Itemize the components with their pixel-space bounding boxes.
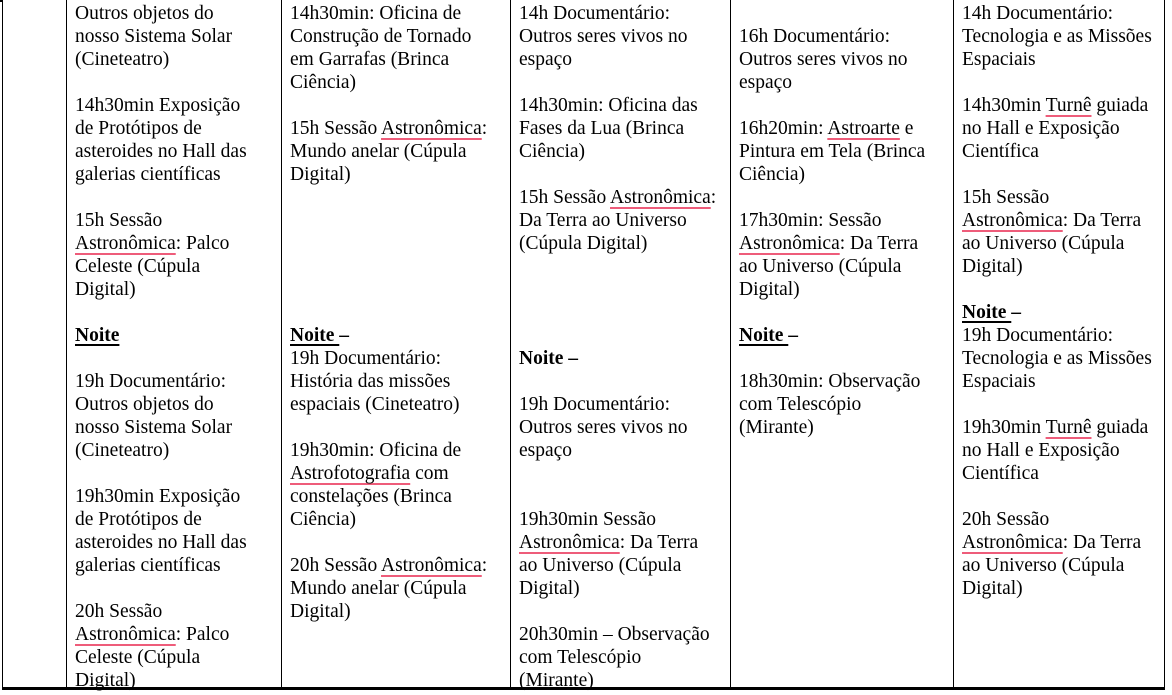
- text-segment: 16h20min:: [739, 118, 828, 139]
- text-line: [519, 347, 726, 370]
- blank-line: [75, 71, 277, 94]
- blank-line: [75, 301, 277, 324]
- text-segment: em Garrafas (Brinca: [290, 49, 450, 70]
- text-line: [739, 140, 949, 163]
- text-line: [75, 485, 277, 508]
- text-segment: : Da Terra: [1062, 532, 1142, 553]
- schedule-table: [2, 0, 1165, 690]
- text-segment: Digital): [290, 601, 351, 622]
- text-line: [519, 669, 726, 692]
- blank-line: [739, 347, 949, 370]
- text-segment: guiada: [1091, 417, 1149, 438]
- text-segment: (Cúpula Digital): [519, 233, 648, 254]
- blank-line: [519, 370, 726, 393]
- spellcheck-underlined-word: Astronômica: [381, 118, 482, 139]
- text-segment: –: [1011, 302, 1022, 323]
- text-line: [519, 48, 726, 71]
- text-segment: 17h30min: Sessão: [739, 210, 882, 231]
- text-segment: 14h30min: [962, 95, 1046, 116]
- text-line: [739, 232, 949, 255]
- blank-line: [519, 462, 726, 485]
- text-segment: Digital): [739, 279, 800, 300]
- text-segment: :: [481, 555, 488, 576]
- text-segment: nosso Sistema Solar: [75, 26, 233, 47]
- text-line: [739, 255, 949, 278]
- text-line: [962, 186, 1161, 209]
- text-line: [962, 140, 1161, 163]
- text-segment: 15h Sessão: [75, 210, 163, 231]
- text-line: [75, 209, 277, 232]
- text-segment: Científica: [962, 463, 1039, 484]
- text-line: [739, 209, 949, 232]
- text-segment: Ciência): [519, 141, 586, 162]
- text-line: [962, 508, 1161, 531]
- text-segment: com: [410, 463, 449, 484]
- text-line: [519, 439, 726, 462]
- text-line: [739, 117, 949, 140]
- text-segment: : Da Terra: [839, 233, 919, 254]
- text-segment: Outros seres vivos no: [519, 26, 688, 47]
- spellcheck-underlined-word: Astronômica: [519, 532, 620, 553]
- text-segment: com Telescópio: [739, 394, 862, 415]
- text-line: [519, 232, 726, 255]
- text-line: [75, 140, 277, 163]
- table-cell-6: [953, 0, 1165, 687]
- text-segment: Outros objetos do: [75, 3, 214, 24]
- spellcheck-underlined-word: Astronômica: [610, 187, 711, 208]
- table-cell-2: [66, 0, 281, 691]
- blank-line: [739, 2, 949, 25]
- heading-underlined-word: Noite: [962, 302, 1012, 323]
- text-segment: 20h30min – Observação: [519, 624, 710, 645]
- blank-line: [290, 232, 506, 255]
- text-segment: nosso Sistema Solar: [75, 417, 233, 438]
- text-line: [75, 255, 277, 278]
- text-segment: Pintura em Tela (Brinca: [739, 141, 926, 162]
- text-segment: espaço: [739, 72, 793, 93]
- text-segment: de Protótipos de: [75, 509, 202, 530]
- text-line: [962, 209, 1161, 232]
- text-segment: asteroides no Hall das: [75, 532, 247, 553]
- text-line: [962, 554, 1161, 577]
- text-line: [75, 25, 277, 48]
- blank-line: [519, 324, 726, 347]
- text-line: [739, 48, 949, 71]
- text-line: [75, 393, 277, 416]
- text-segment: 20h Sessão: [290, 555, 382, 576]
- blank-line: [962, 163, 1161, 186]
- text-line: [75, 531, 277, 554]
- text-line: [75, 94, 277, 117]
- text-segment: ao Universo (Cúpula: [962, 233, 1125, 254]
- blank-line: [290, 94, 506, 117]
- text-line: [75, 646, 277, 669]
- text-segment: 19h Documentário:: [519, 394, 671, 415]
- text-segment: (Mirante): [739, 417, 814, 438]
- text-line: [290, 439, 506, 462]
- text-segment: Construção de Tornado: [290, 26, 472, 47]
- blank-line: [519, 600, 726, 623]
- text-segment: : Palco: [175, 233, 230, 254]
- text-segment: (Cineteatro): [75, 440, 170, 461]
- blank-line: [290, 416, 506, 439]
- text-line: [290, 600, 506, 623]
- text-line: [290, 48, 506, 71]
- text-line: [290, 347, 506, 370]
- text-segment: 14h30min: Oficina de: [290, 3, 462, 24]
- blank-line: [739, 301, 949, 324]
- text-line: [962, 370, 1161, 393]
- text-line: [519, 25, 726, 48]
- text-line: [962, 301, 1161, 324]
- text-line: [75, 416, 277, 439]
- text-line: [290, 25, 506, 48]
- text-line: [962, 347, 1161, 370]
- text-line: [739, 71, 949, 94]
- text-line: [962, 416, 1161, 439]
- blank-line: [962, 278, 1161, 301]
- table-cell-4: [510, 0, 730, 691]
- text-line: [290, 117, 506, 140]
- text-segment: Digital): [962, 256, 1023, 277]
- text-line: [519, 393, 726, 416]
- text-segment: 18h30min: Observação: [739, 371, 921, 392]
- text-line: [290, 324, 506, 347]
- text-segment: –: [788, 325, 799, 346]
- text-line: [290, 163, 506, 186]
- text-segment: 15h Sessão: [290, 118, 382, 139]
- text-line: [739, 370, 949, 393]
- text-line: [962, 255, 1161, 278]
- text-segment: 15h Sessão: [962, 187, 1050, 208]
- table-cell-1: [2, 0, 66, 687]
- text-line: [519, 646, 726, 669]
- text-line: [75, 669, 277, 692]
- text-line: [290, 554, 506, 577]
- spellcheck-underlined-word: Astronômica: [381, 555, 482, 576]
- blank-line: [290, 531, 506, 554]
- blank-line: [519, 255, 726, 278]
- blank-line: [75, 186, 277, 209]
- text-line: [519, 554, 726, 577]
- text-segment: guiada: [1091, 95, 1149, 116]
- text-line: [519, 577, 726, 600]
- text-line: [75, 600, 277, 623]
- text-segment: com Telescópio: [519, 647, 642, 668]
- text-line: [962, 577, 1161, 600]
- spellcheck-underlined-word: Astronômica: [75, 233, 176, 254]
- text-segment: no Hall e Exposição: [962, 118, 1120, 139]
- spellcheck-underlined-word: Astronômica: [75, 624, 176, 645]
- text-segment: galerias científicas: [75, 555, 221, 576]
- spellcheck-underlined-word: Astrofotografia: [290, 463, 411, 484]
- text-line: [962, 462, 1161, 485]
- text-line: [962, 117, 1161, 140]
- text-segment: Espaciais: [962, 49, 1036, 70]
- blank-line: [290, 209, 506, 232]
- text-segment: 19h30min: [962, 417, 1046, 438]
- text-line: [519, 623, 726, 646]
- blank-line: [739, 186, 949, 209]
- text-line: [75, 508, 277, 531]
- text-segment: ao Universo (Cúpula: [519, 555, 682, 576]
- text-segment: Tecnologia e as Missões: [962, 348, 1152, 369]
- text-segment: : Da Terra: [1062, 210, 1142, 231]
- text-segment: galerias científicas: [75, 164, 221, 185]
- text-line: [519, 186, 726, 209]
- text-segment: (Cineteatro): [75, 49, 170, 70]
- text-segment: : Palco: [175, 624, 230, 645]
- text-segment: espaço: [519, 49, 573, 70]
- blank-line: [962, 71, 1161, 94]
- blank-line: [290, 301, 506, 324]
- text-line: [739, 324, 949, 347]
- text-segment: 14h Documentário:: [962, 3, 1114, 24]
- text-line: [962, 25, 1161, 48]
- text-line: [75, 554, 277, 577]
- blank-line: [962, 485, 1161, 508]
- text-segment: : Da Terra: [619, 532, 699, 553]
- blank-line: [962, 393, 1161, 416]
- text-segment: espaciais (Cineteatro): [290, 394, 460, 415]
- text-line: [519, 508, 726, 531]
- text-segment: Ciência): [290, 72, 357, 93]
- blank-line: [519, 485, 726, 508]
- text-segment: 19h30min Sessão: [519, 509, 657, 530]
- blank-line: [739, 94, 949, 117]
- blank-line: [75, 577, 277, 600]
- text-line: [75, 278, 277, 301]
- text-segment: Ciência): [739, 164, 806, 185]
- text-segment: Celeste (Cúpula: [75, 256, 201, 277]
- blank-line: [519, 71, 726, 94]
- text-line: [739, 416, 949, 439]
- text-line: [519, 209, 726, 232]
- text-segment: Noite –: [519, 348, 579, 369]
- heading-underlined-word: Noite: [290, 325, 340, 346]
- text-segment: 19h30min: Oficina de: [290, 440, 462, 461]
- text-line: [962, 2, 1161, 25]
- text-segment: constelações (Brinca: [290, 486, 452, 507]
- text-line: [519, 94, 726, 117]
- text-line: [290, 370, 506, 393]
- text-line: [75, 2, 277, 25]
- text-segment: :: [710, 187, 717, 208]
- text-line: [290, 508, 506, 531]
- text-line: [75, 163, 277, 186]
- blank-line: [519, 278, 726, 301]
- text-line: [290, 393, 506, 416]
- text-segment: 15h Sessão: [519, 187, 611, 208]
- text-segment: 14h Documentário:: [519, 3, 671, 24]
- text-line: [75, 324, 277, 347]
- spellcheck-underlined-word: Turnê: [1045, 95, 1092, 116]
- text-line: [739, 163, 949, 186]
- text-segment: Espaciais: [962, 371, 1036, 392]
- text-segment: 19h Documentário:: [290, 348, 442, 369]
- text-segment: espaço: [519, 440, 573, 461]
- text-segment: –: [339, 325, 350, 346]
- text-segment: 16h Documentário:: [739, 26, 891, 47]
- blank-line: [290, 278, 506, 301]
- text-segment: Fases da Lua (Brinca: [519, 118, 685, 139]
- text-segment: Digital): [962, 578, 1023, 599]
- text-segment: Outros seres vivos no: [519, 417, 688, 438]
- text-segment: Outros objetos do: [75, 394, 214, 415]
- blank-line: [290, 255, 506, 278]
- text-line: [962, 48, 1161, 71]
- text-segment: Digital): [290, 164, 351, 185]
- text-line: [519, 416, 726, 439]
- text-line: [519, 531, 726, 554]
- spellcheck-underlined-word: Turnê: [1045, 417, 1092, 438]
- blank-line: [290, 186, 506, 209]
- text-line: [962, 324, 1161, 347]
- text-line: [75, 117, 277, 140]
- text-line: [519, 2, 726, 25]
- text-segment: :: [481, 118, 488, 139]
- spellcheck-underlined-word: Astronômica: [962, 532, 1063, 553]
- text-line: [739, 278, 949, 301]
- table-cell-5: [730, 0, 953, 687]
- text-line: [739, 25, 949, 48]
- text-segment: Tecnologia e as Missões: [962, 26, 1152, 47]
- text-segment: de Protótipos de: [75, 118, 202, 139]
- text-line: [519, 117, 726, 140]
- blank-line: [519, 163, 726, 186]
- text-segment: Digital): [519, 578, 580, 599]
- text-segment: (Mirante): [519, 670, 594, 691]
- text-segment: 19h Documentário:: [75, 371, 227, 392]
- heading-underlined-word: Noite: [75, 325, 120, 346]
- text-segment: 14h30min Exposição: [75, 95, 241, 116]
- text-line: [290, 485, 506, 508]
- text-segment: Celeste (Cúpula: [75, 647, 201, 668]
- text-line: [519, 140, 726, 163]
- text-line: [290, 2, 506, 25]
- text-segment: Científica: [962, 141, 1039, 162]
- text-line: [962, 439, 1161, 462]
- text-segment: Digital): [75, 670, 136, 691]
- text-segment: Digital): [75, 279, 136, 300]
- blank-line: [75, 462, 277, 485]
- heading-underlined-word: Noite: [739, 325, 789, 346]
- text-line: [75, 370, 277, 393]
- text-line: [290, 577, 506, 600]
- text-segment: Ciência): [290, 509, 357, 530]
- text-segment: 14h30min: Oficina das: [519, 95, 698, 116]
- text-line: [290, 462, 506, 485]
- table-cell-3: [281, 0, 510, 687]
- text-segment: e: [899, 118, 914, 139]
- text-line: [290, 140, 506, 163]
- blank-line: [75, 347, 277, 370]
- text-segment: 20h Sessão: [75, 601, 163, 622]
- text-segment: no Hall e Exposição: [962, 440, 1120, 461]
- text-line: [75, 48, 277, 71]
- text-segment: Da Terra ao Universo: [519, 210, 687, 231]
- text-segment: 19h Documentário:: [962, 325, 1114, 346]
- text-segment: Mundo anelar (Cúpula: [290, 141, 467, 162]
- spellcheck-underlined-word: Astronômica: [739, 233, 840, 254]
- text-line: [290, 71, 506, 94]
- text-line: [962, 531, 1161, 554]
- text-segment: 20h Sessão: [962, 509, 1050, 530]
- blank-line: [519, 301, 726, 324]
- text-segment: Mundo anelar (Cúpula: [290, 578, 467, 599]
- text-line: [75, 439, 277, 462]
- text-line: [75, 232, 277, 255]
- text-segment: 19h30min Exposição: [75, 486, 241, 507]
- spellcheck-underlined-word: Astronômica: [962, 210, 1063, 231]
- text-line: [962, 232, 1161, 255]
- text-line: [739, 393, 949, 416]
- text-segment: ao Universo (Cúpula: [962, 555, 1125, 576]
- text-segment: Outros seres vivos no: [739, 49, 908, 70]
- text-line: [962, 94, 1161, 117]
- text-segment: ao Universo (Cúpula: [739, 256, 902, 277]
- text-line: [75, 623, 277, 646]
- text-segment: História das missões: [290, 371, 451, 392]
- text-segment: asteroides no Hall das: [75, 141, 247, 162]
- spellcheck-underlined-word: Astroarte: [827, 118, 900, 139]
